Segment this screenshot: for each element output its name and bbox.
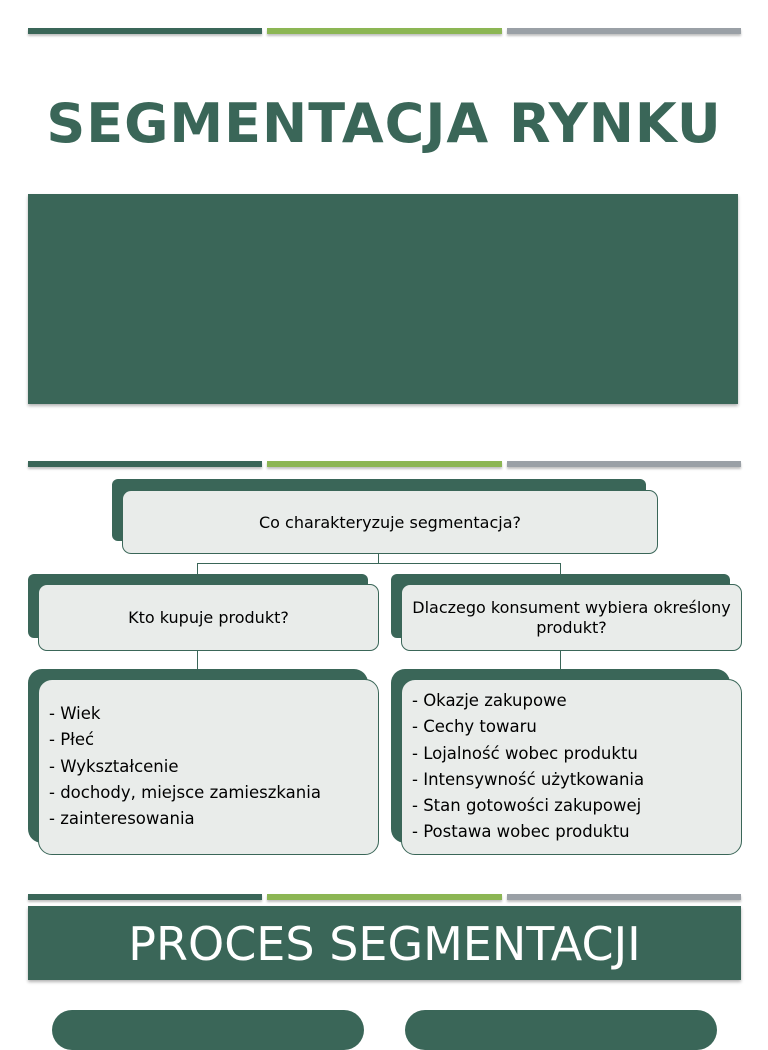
list-item: - Okazje zakupowe — [412, 691, 567, 710]
list-item: - Postawa wobec produktu — [412, 822, 630, 842]
connector-line — [560, 651, 561, 669]
accent-bar-gray — [507, 461, 741, 467]
slide1-accent-bars — [28, 28, 741, 36]
accent-bar-light-green — [267, 461, 501, 467]
left-node-label: Kto kupuje produkt? — [38, 584, 379, 651]
accent-bar-gray — [507, 894, 741, 900]
process-step-shape-left — [52, 1010, 364, 1050]
list-item: - Cechy towaru — [412, 717, 537, 737]
slide3-accent-bars — [28, 894, 741, 902]
list-item: - Płeć — [49, 730, 95, 750]
list-item: - dochody, miejsce zamieszkania — [49, 782, 321, 802]
slide1-title: SEGMENTACJA RYNKU — [46, 92, 722, 155]
accent-bar-gray — [507, 28, 741, 34]
accent-bar-light-green — [267, 894, 501, 900]
connector-line — [197, 651, 198, 669]
list-item: - Lojalność wobec produktu — [412, 743, 638, 763]
process-step-shape-right — [405, 1010, 717, 1050]
slide1-content-block — [28, 194, 738, 404]
accent-bar-dark-green — [28, 461, 262, 467]
list-item: - Intensywność użytkowania — [412, 769, 645, 789]
left-list-box — [38, 679, 379, 855]
slide3-title: PROCES SEGMENTACJI — [28, 906, 741, 980]
accent-bar-dark-green — [28, 894, 262, 900]
list-item: - Wykształcenie — [49, 756, 179, 776]
list-item: - Stan gotowości zakupowej — [412, 796, 642, 816]
right-list-box — [401, 679, 742, 855]
list-item: - zainteresowania — [49, 809, 195, 829]
accent-bar-light-green — [267, 28, 501, 34]
accent-bar-dark-green — [28, 28, 262, 34]
right-node-label: Dlaczego konsument wybiera określony produkt? — [401, 584, 742, 651]
list-item: - Wiek — [49, 704, 101, 723]
root-node-label: Co charakteryzuje segmentacja? — [122, 490, 658, 554]
slide2-accent-bars — [28, 461, 741, 469]
connector-line — [197, 563, 560, 564]
